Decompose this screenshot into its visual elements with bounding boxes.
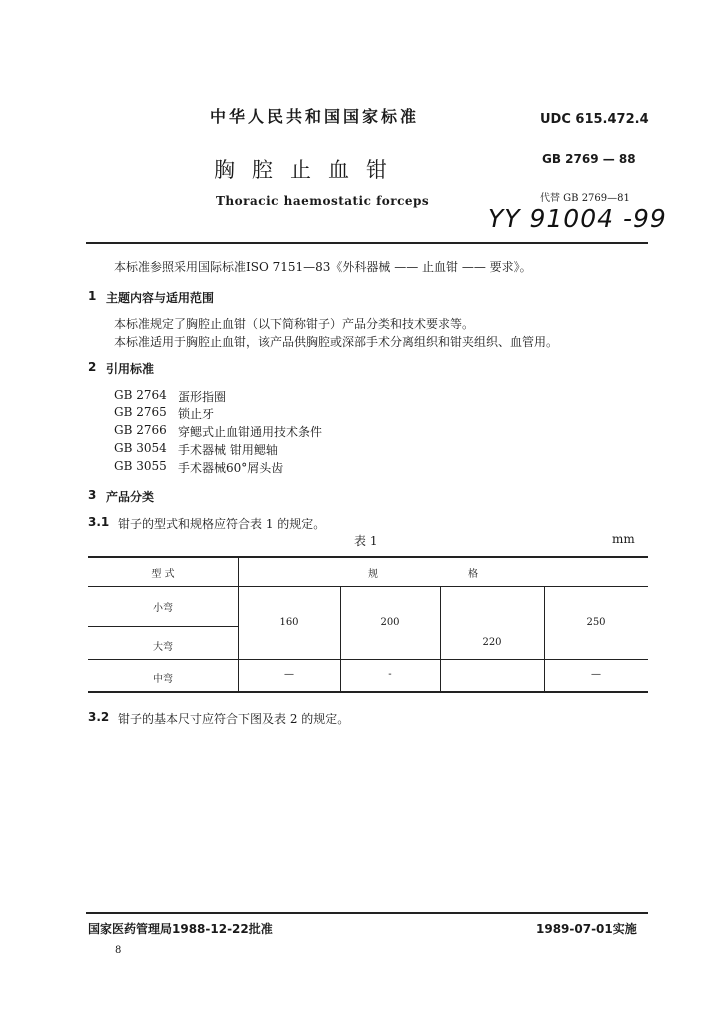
table-cell-value: 200 <box>380 617 400 628</box>
document-title-cn: 胸腔止血钳 <box>214 158 404 182</box>
national-standard-title: 中华人民共和国国家标准 <box>210 107 420 126</box>
table-row-rule <box>88 626 238 627</box>
table-unit: mm <box>612 532 635 546</box>
section-1-title: 主题内容与适用范围 <box>106 291 215 305</box>
replaces-note: 代替 GB 2769—81 <box>540 193 630 204</box>
reference-name: 手术器械60°屑头齿 <box>178 461 284 475</box>
footer-rule <box>86 912 648 914</box>
effective-date: 1989-07-01实施 <box>536 922 637 936</box>
table-top-rule <box>88 556 648 558</box>
clause-3-2-text: 钳子的基本尺寸应符合下图及表 2 的规定。 <box>118 712 350 726</box>
reference-name: 蛋形指圈 <box>178 390 227 404</box>
reference-code: GB 3055 <box>114 459 167 473</box>
table-cell-type: 大弯 <box>153 642 173 653</box>
table-cell-value: — <box>284 669 294 680</box>
reference-name: 穿鳃式止血钳通用技术条件 <box>178 425 323 439</box>
section-1-number: 1 <box>88 289 97 303</box>
clause-3-1-number: 3.1 <box>88 515 110 529</box>
section-1-paragraph: 本标准规定了胸腔止血钳（以下简称钳子）产品分类和技术要求等。 <box>114 317 475 331</box>
clause-3-1-text: 钳子的型式和规格应符合表 1 的规定。 <box>118 517 326 531</box>
table-cell-value: 220 <box>482 637 502 648</box>
table-cell-value: - <box>388 669 392 680</box>
table-cell-value: 160 <box>279 617 299 628</box>
reference-code: GB 2766 <box>114 423 167 437</box>
section-2-title: 引用标准 <box>106 362 155 376</box>
table-caption: 表 1 <box>354 534 378 548</box>
table-cell-type: 小弯 <box>153 603 173 614</box>
spec-table <box>88 556 648 692</box>
section-2-number: 2 <box>88 360 97 374</box>
table-cell-value: 250 <box>586 617 606 628</box>
intro-text: 本标准参照采用国际标准ISO 7151—83《外科器械 —— 止血钳 —— 要求》。 <box>114 260 532 274</box>
section-1-paragraph: 本标准适用于胸腔止血钳，该产品供胸腔或深部手术分离组织和钳夹组织、血管用。 <box>114 335 559 349</box>
table-bottom-rule <box>88 691 648 693</box>
table-header-rule <box>88 586 648 587</box>
reference-code: GB 2764 <box>114 388 167 402</box>
table-header-type: 型 式 <box>151 569 175 580</box>
gb-number: GB 2769 — 88 <box>542 152 636 166</box>
approval-line: 国家医药管理局1988-12-22批准 <box>88 922 273 936</box>
section-3-number: 3 <box>88 488 97 502</box>
table-header-spec: 格 <box>468 569 478 580</box>
clause-3-2-number: 3.2 <box>88 710 110 724</box>
table-header-spec: 规 <box>368 569 378 580</box>
reference-name: 锁止牙 <box>178 407 215 421</box>
udc-code: UDC 615.472.4 <box>540 112 649 127</box>
header-rule <box>86 242 648 244</box>
reference-code: GB 3054 <box>114 441 167 455</box>
reference-name: 手术器械 钳用鳃轴 <box>178 443 278 457</box>
table-cell-value: — <box>591 669 601 680</box>
reference-code: GB 2765 <box>114 405 167 419</box>
table-cell-type: 中弯 <box>153 674 173 685</box>
table-row-rule <box>88 659 648 660</box>
document-title-en: Thoracic haemostatic forceps <box>216 194 430 208</box>
handwritten-number: YY 91004 -99 <box>488 204 667 233</box>
page-number: 8 <box>115 945 122 956</box>
section-3-title: 产品分类 <box>106 490 155 504</box>
